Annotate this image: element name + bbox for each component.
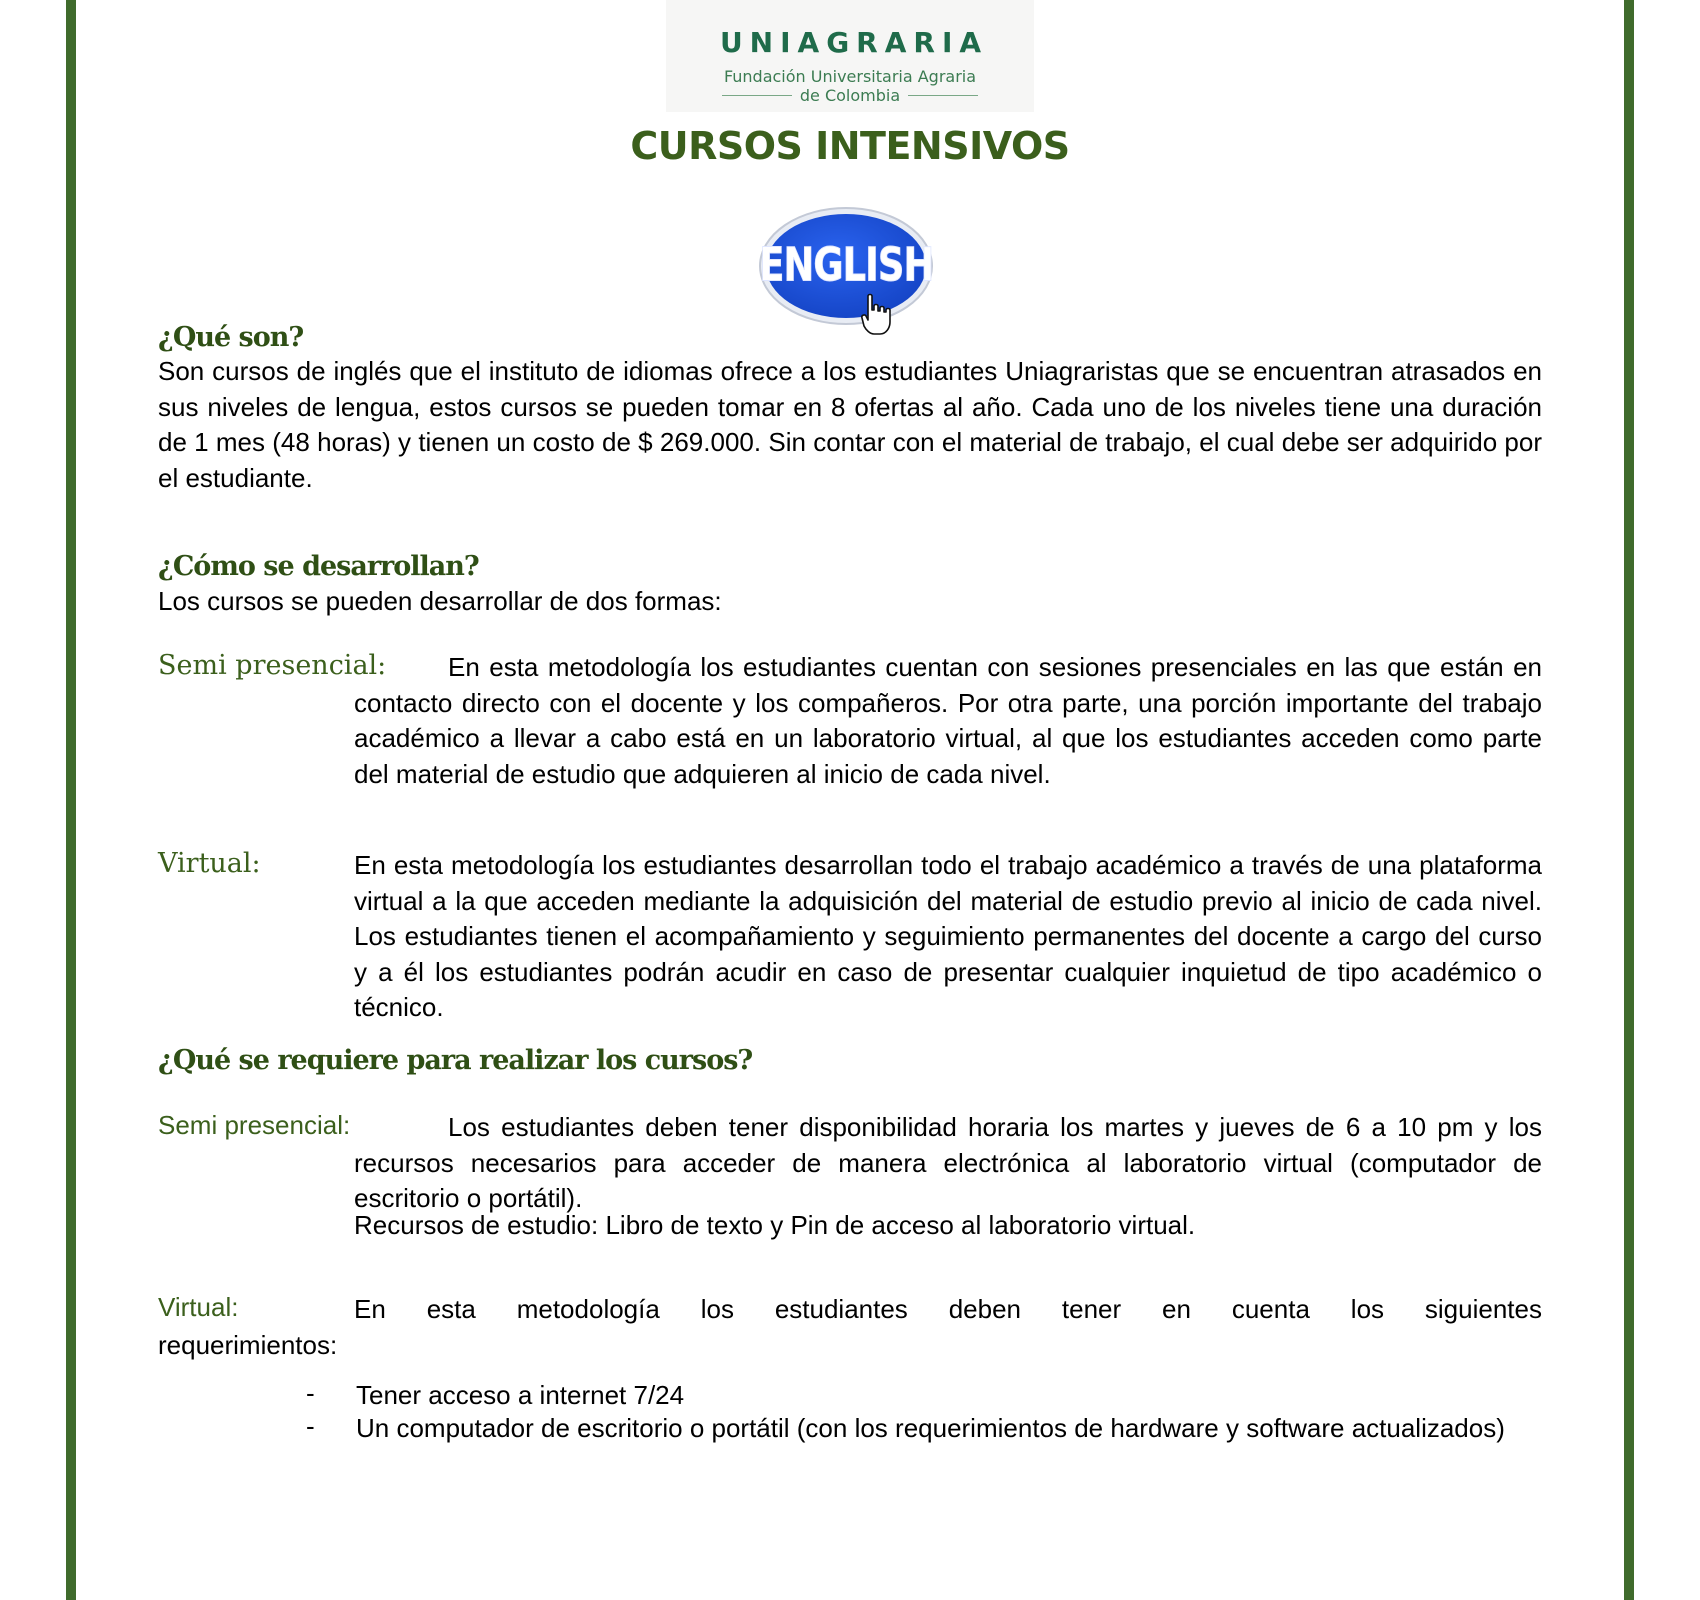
semi-presencial-description: En esta metodología los estudiantes cuentan con sesiones presenciales en las que están en contacto directo con el docente y los compañeros. Por otra parte, una porción importante del trabajo académico a llevar a cabo está en un laboratorio virtual, al que los estudiantes acceden como parte del material de estudio que adquieren al inicio de cada nivel.: [354, 652, 1542, 789]
virtual-label: Virtual:: [158, 848, 261, 879]
english-badge-graphic: [758, 200, 948, 350]
heading-que-son: ¿Qué son?: [158, 322, 304, 353]
que-son-paragraph: Son cursos de inglés que el instituto de idiomas ofrece a los estudiantes Uniagraristas que se encuentran atrasados en sus niveles de lengua, estos cursos se pueden tomar en 8 ofertas al año. Cada uno de los niveles tiene una duración de 1 mes (48 horas) y tienen un costo de $ 269.000. Sin contar con el material de trabajo, el cual debe ser adquirido por el estudiante.: [158, 356, 1542, 493]
req-virtual-label: Virtual:: [158, 1292, 239, 1322]
logo-name: UNIAGRARIA: [719, 26, 989, 59]
req-semi-presencial-description: Los estudiantes deben tener disponibilidad horaria los martes y jueves de 6 a 10 pm y los recursos necesarios para acceder de manera electrónica al laboratorio virtual (computador de escritorio o portátil).: [354, 1112, 1542, 1213]
semi-presencial-label: Semi presencial:: [158, 650, 387, 681]
req-semi-presencial-label: Semi presencial:: [158, 1110, 351, 1140]
logo-line2: de Colombia: [799, 86, 901, 105]
page-border-left: [66, 0, 76, 1600]
logo-rule-left: [722, 95, 792, 96]
logo-line1: Fundación Universitaria Agraria: [723, 67, 977, 86]
english-badge-label: ENGLISH: [759, 237, 934, 292]
requirement-item: Un computador de escritorio o portátil (con los requerimientos de hardware y software actualizados): [356, 1413, 1505, 1443]
logo-line2-row: [666, 86, 1034, 105]
como-intro: Los cursos se pueden desarrollar de dos formas:: [158, 586, 722, 616]
english-badge[interactable]: [758, 200, 948, 350]
req-semi-presencial-resources: Recursos de estudio: Libro de texto y Pin de acceso al laboratorio virtual.: [354, 1210, 1196, 1240]
bullet-marker: -: [306, 1411, 315, 1441]
heading-requisitos: ¿Qué se requiere para realizar los cursos?: [158, 1045, 753, 1076]
virtual-description: En esta metodología los estudiantes desarrollan todo el trabajo académico a través de una plataforma virtual a la que acceden mediante la adquisición del material de estudio previo al inicio de cada nivel. Los estudiantes tienen el acompañamiento y seguimiento permanentes del docente a cargo del curso y a él los estudiantes podrán acudir en caso de presentar cualquier inquietud de tipo académico o técnico.: [354, 850, 1542, 1022]
heading-como-se-desarrollan: ¿Cómo se desarrollan?: [158, 551, 479, 582]
requirement-item: Tener acceso a internet 7/24: [356, 1380, 685, 1410]
page-title: CURSOS INTENSIVOS: [630, 124, 1070, 168]
page-border-right: [1624, 0, 1634, 1600]
uniagraria-logo: [666, 0, 1034, 112]
logo-rule-right: [908, 95, 978, 96]
req-virtual-description: En esta metodología los estudiantes deben tener en cuenta los siguientes requerimientos:: [158, 1294, 1542, 1360]
bullet-marker: -: [306, 1378, 315, 1408]
